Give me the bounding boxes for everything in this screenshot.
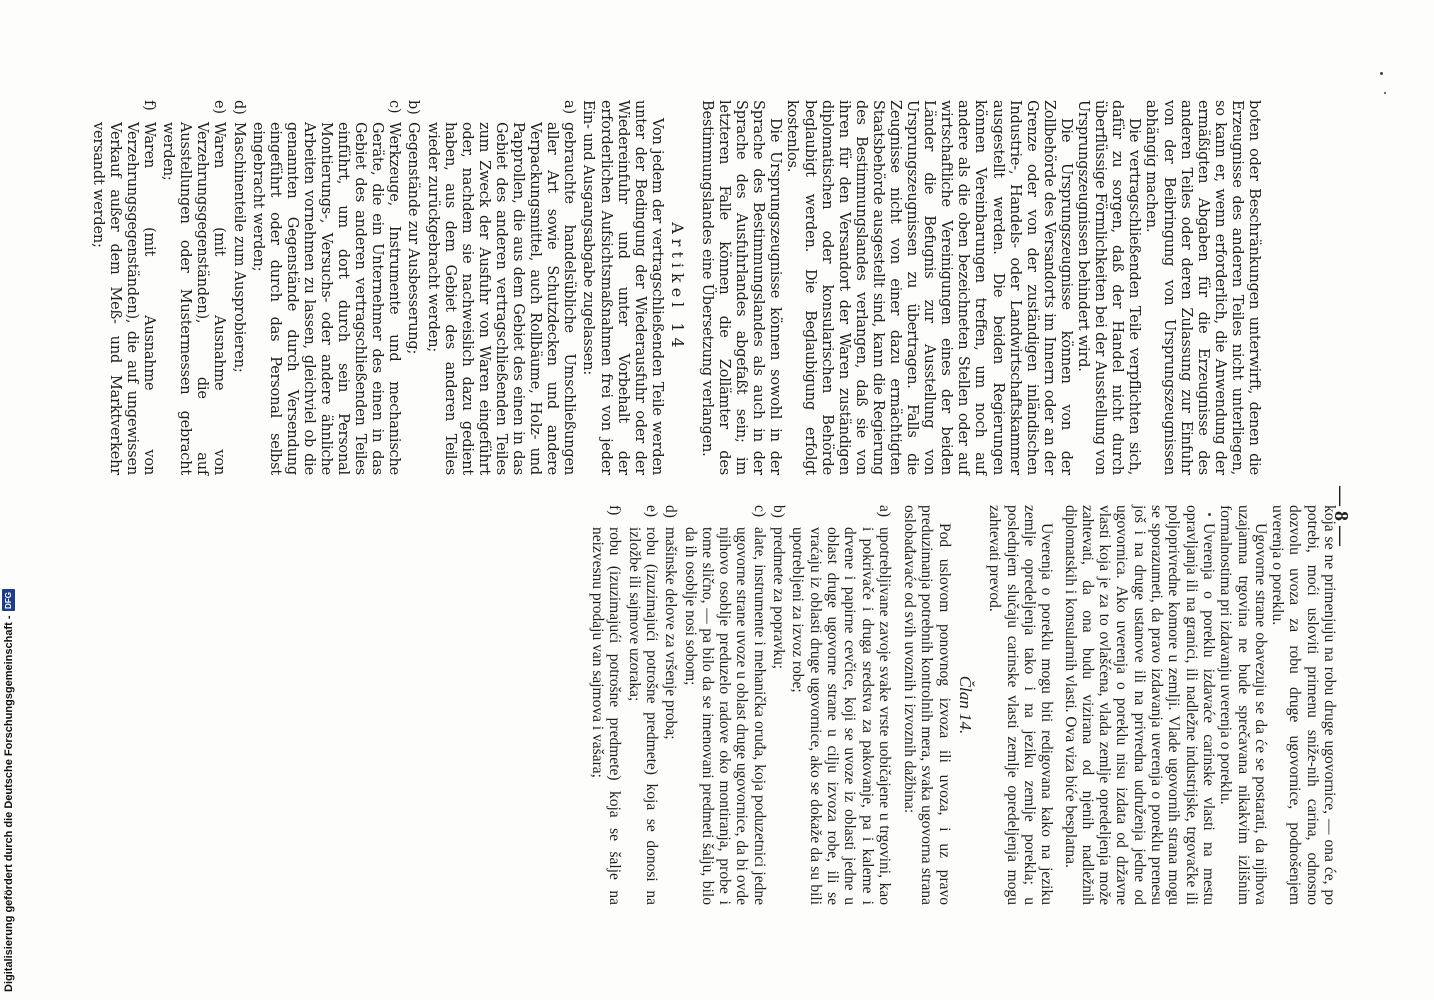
de-list-item: f) Waren (mit Ausnahme von Verzehrungsgegenständen), die auf ungewissen Verkauf außer dem Meß- und Marktverkehr versandt werden; <box>89 100 158 475</box>
german-column <box>89 100 1262 475</box>
page-number: — 8 — <box>1330 486 1352 546</box>
serbian-column <box>589 505 1338 905</box>
scan-speck <box>1208 513 1211 516</box>
de-paragraph-3: Die Ursprungszeugnisse können von der Zollbehörde des Versandorts im Innern oder an der Grenze oder von der zuständigen inländischen Industrie-, Handels- oder Landwirtschaftskammer ausgestellt werden. Die beiden Regierungen können Vereinbarungen treffen, um noch auf andere als die oben bezeichneten Stellen oder auf wirtschaftliche Vereinigungen eines der beiden Länder die Befugnis zur Ausstellung von Ursprungszeugnissen zu übertragen. Falls die Zeugnisse nicht von einer dazu ermächtigten Staatsbehörde ausgestellt sind, kann die Regierung des Bestimmungslandes verlangen, daß sie von ihren für den Versandort der Waren zuständigen diplomatischen oder konsularischen Behörde beglaubigt werden. Die Beglaubigung erfolgt kostenlos. <box>784 100 1074 475</box>
de-list-item: d) Maschinenteile zum Ausprobieren; <box>230 100 247 373</box>
de-list-item: c) Werkzeuge, Instrumente und mechanische Geräte, die ein Unternehmer des einen in das Gebiet des anderen vertragschließenden Teiles einführt, um dort durch sein Personal Montierungs-, Versuchs- oder andere ähnliche Arbeiten vornehmen zu lassen, gleichviel ob die genannten Gegenstände durch Versendung eingeführt oder durch das Personal selbst eingebracht werden; <box>249 100 403 475</box>
de-paragraph-2: Die vertragschließenden Teile verpflichten sich, dafür zu sorgen, daß der Handel nicht durch überflüssige Förmlichkeiten bei der Ausstellung von Ursprungszeugnissen behindert wird. <box>1075 100 1143 475</box>
sr-list-item: a) upotrebljivane zavoje svake vrste uobičajene u trgovini, kao i pokrivače i druga sredstva za pakovanje, pa i kaleme i drvene i papirne cevčice, koji se uvoze iz oblasti jedne u oblast druge ugovorne strane u cilju izvoza robe, ili se vraćaju iz oblasti druge ugovornice, ako se dokaže da su bili upotrebljeni za izvoz robe; <box>789 505 893 905</box>
sr-paragraph-3: Uverenja o poreklu izdavaće carinske vlasti na mestu opravljanja ili na granici, ili nadležne industrijske, trgovačke ili poljoprivredne komore u zemlji. Vlade ugovornih strana mogu se sporazumeti, da pravo izdavanja uverenja o poreklu prenesu još i na druge ustanove ili na privredna udruženja jedne od ugovornica. Ako uverenja o poreklu nisu izdata od državne vlasti koja je za to ovlašćena, vlada zemlje opredeljenja može zahtevati, da ona budu vizirana od njenih nadležnih diplomatskih i konsularnih vlasti. Ova viza biće besplatna. <box>1061 505 1217 905</box>
sr-article-heading: Član 14. <box>956 675 976 735</box>
scan-speck <box>1380 72 1383 75</box>
sr-list-item: e) robu (izuzimajući potrošne predmete) koja se donosi na izložbe ili sajmove uzoraka; <box>625 505 661 905</box>
credit-text: Digitalisierung gefördert durch die Deutsche Forschungsgemeinschaft - <box>2 615 15 992</box>
sr-list-item: f) robu (izuzimajući potrošne predmete) koja se šalje na neizvesnu prodaju van sajmova i vašara; <box>589 505 624 905</box>
sr-list-item: b) predmete za popravku; <box>770 505 788 670</box>
de-list-item: e) Waren (mit Ausnahme von Verzehrungsgegenständen), die auf Ausstellungen oder Mustermessen gebracht werden; <box>160 100 228 475</box>
de-article-heading: Artikel 14 <box>667 222 687 353</box>
dfg-logo-icon: DFG <box>2 589 15 611</box>
scan-speck <box>1384 92 1386 94</box>
sr-article-intro: Pod uslovom ponovnog izvoza ili uvoza, i uz pravo preduzimanja potrebnih kontrolnih mera, svaka ugovorna strana oslobađavaće od svih uvoznih i izvoznih dažbina: <box>901 505 953 905</box>
sr-list-item: c) alate, instrumente i mehanička oruđa, koja poduzetnici jedne ugovorne strane uvoze u oblast druge ugovornice, da bi ovde njihovo osoblje preduzelo radove oko montiranja, probe i tome slično, — pa bilo da se imenovani predmeti šalju, bilo da ih osoblje nosi sobom; <box>681 505 768 905</box>
sr-paragraph-4: Uverenja o poreklu mogu biti redigovana kako na jeziku zemlje opredeljenja tako i na jeziku zemlje porekla; u poslednjem slučaju carinske vlasti zemlje opredeljenja mogu zahtevati prevod. <box>986 505 1056 905</box>
digitization-credit <box>2 589 15 992</box>
de-paragraph-1: boten oder Beschränkungen unterwirft, denen die Erzeugnisse des anderen Teiles nicht unterliegen, so kann er, wenn erforderlich, die Anwendung der ermäßigten Abgaben für die Erzeugnisse des anderen Teiles oder deren Zulassung zur Einfuhr von der Beibringung von Ursprungszeugnissen abhängig machen. <box>1143 100 1262 475</box>
de-article-intro: Von jedem der vertragschließenden Teile werden unter der Bedingung der Wiederausfuhr oder der Wiedereinfuhr und unter Vorbehalt der erforderlichen Aufsichtsmaßnahmen frei von jeder Ein- und Ausgangsabgabe zugelassen: <box>580 100 665 475</box>
de-list-item: a) gebrauchte handelsübliche Umschließungen aller Art sowie Schutzdecken und andere Verpackungsmittel, auch Rollbäume, Holz- und Papprollen, die aus dem Gebiet des einen in das Gebiet des anderen vertragschließenden Teiles zum Zweck der Ausfuhr von Waren eingeführt oder, nachdem sie nachweislich dazu gedient haben, aus dem Gebiet des anderen Teiles wieder zurückgebracht werden; <box>424 100 578 475</box>
sr-list-item: d) mašinske delove za vršenje proba; <box>662 505 680 740</box>
de-paragraph-4: Die Ursprungszeugnisse können sowohl in der Sprache des Bestimmungslandes als auch in der Sprache des Ausfuhrlandes abgefaßt sein; im letzteren Falle können die Zollämter des Bestimmungslandes eine Übersetzung verlangen. <box>699 100 784 475</box>
sr-paragraph-2: Ugovorne strane obavezuju se da će se postarati, da njihova uzajamna trgovina ne bude sprečavana nikakvim izlišnim formalnostima pri izdavanju uverenja o poreklu. <box>1217 505 1269 905</box>
de-list-item: b) Gegenstände zur Ausbesserung; <box>405 100 422 355</box>
sr-paragraph-1: koja se ne primenjuju na robu druge ugovornice, — ona će, po potrebi, moći usloviti primenu sniže-nih carina, odnosno dozvolu uvoza za robu druge ugovornice, podnošenjem uverenja o poreklu. <box>1269 505 1338 905</box>
